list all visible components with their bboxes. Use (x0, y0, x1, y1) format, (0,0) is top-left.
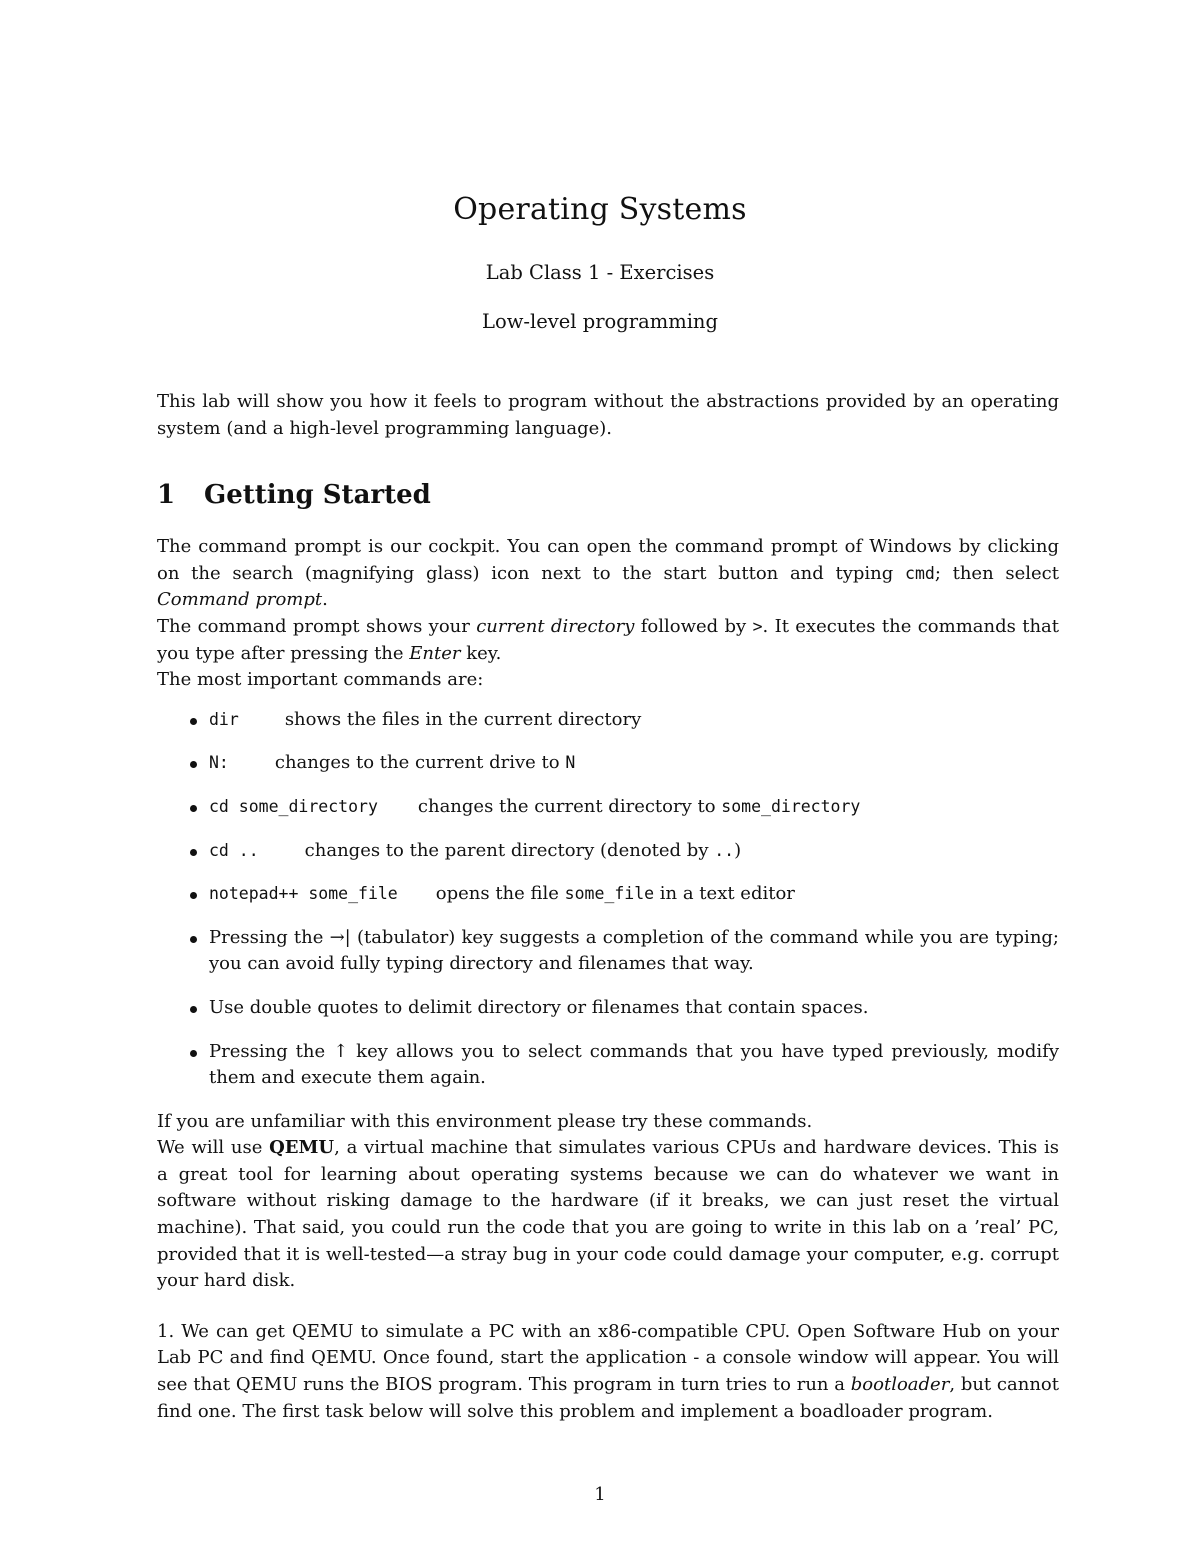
inline-code: cmd (905, 563, 935, 583)
command-code: cd some_directory (209, 796, 378, 816)
list-item: Pressing the →| (tabulator) key suggests a completion of the command while you are typing; you can avoid fully typing directory and filenames that way. (157, 925, 1059, 978)
text-run: ; then select (934, 562, 1059, 584)
text-run: We will use (157, 1137, 270, 1159)
commands-intro: The most important commands are: (157, 669, 484, 691)
command-description: changes the current directory to (417, 795, 722, 817)
emphasis: Enter (409, 642, 461, 664)
text-run: key. (460, 642, 502, 664)
text-run: 1. We can get QEMU to simulate a PC with an x86-compatible CPU. Open Software Hub on your Lab PC and find QEMU. Once found, start the application - a console window will appear. You will see that QEMU runs the BIOS program. This program in turn tries to run a (157, 1320, 1059, 1396)
bold-term: QEMU (269, 1137, 335, 1159)
list-item: Pressing the ↑ key allows you to select commands that you have typed previously, modify them and execute them again. (157, 1039, 1059, 1092)
list-item: Use double quotes to delimit directory or filenames that contain spaces. (157, 995, 1059, 1022)
list-item (157, 838, 1059, 865)
intro-paragraph: This lab will show you how it feels to program without the abstractions provided by an operating system (and a high-level programming language). (157, 391, 1059, 439)
command-list (157, 707, 1059, 1092)
command-code: notepad++ some_file (209, 884, 398, 904)
list-item (157, 881, 1059, 908)
section-number: 1 (157, 480, 176, 511)
text-run: , a virtual machine that simulates various CPUs and hardware devices. This is a great tool for learning about operating systems because we can do whatever we want in software without risking damage to the hardware (if it breaks, we can just reset the virtual machine). That said, you could run the code that you are going to write in this lab on a ’real’ PC, provided that it is well-tested—a stray bug in your code could damage your computer, e.g. corrupt your hard disk. (157, 1137, 1059, 1292)
command-description: changes to the parent directory (denoted by (304, 839, 715, 861)
command-description: opens the file (435, 883, 565, 905)
list-item (157, 707, 1059, 734)
inline-code: .. (714, 840, 735, 860)
emphasis: current directory (476, 615, 635, 637)
text-run: . It executes the commands that you type after pressing the (157, 615, 1060, 664)
command-code: N: (209, 753, 229, 773)
list-item (157, 750, 1059, 777)
command-code: cd .. (209, 840, 259, 860)
text-run: The command prompt is our cockpit. You can open the command prompt of Windows by clicking on the search (magnifying glass) icon next to the start button and typing (157, 536, 1059, 584)
inline-code: > (752, 616, 763, 636)
document-topic: Low-level programming (482, 310, 718, 333)
command-description: shows the files in the current directory (284, 708, 642, 730)
command-description: changes to the current drive to (274, 752, 566, 774)
emphasis: bootloader (850, 1374, 950, 1396)
text-run: The command prompt shows your (157, 615, 477, 637)
page-number: 1 (594, 1484, 606, 1505)
text-run: . (322, 589, 328, 611)
document-body (157, 389, 1059, 1425)
inline-code: some_directory (721, 796, 861, 816)
prompt-paragraph (157, 614, 1059, 667)
inline-code: N (565, 753, 576, 773)
unfamiliar-paragraph: If you are unfamiliar with this environment please try these commands. (157, 1110, 813, 1132)
emphasis: Command prompt (157, 589, 323, 611)
text-run: ) (734, 839, 742, 861)
text-run: , but cannot find one. The first task below will solve this problem and implement a boadloader program. (157, 1374, 1059, 1422)
command-code: dir (209, 709, 239, 729)
document-title: Operating Systems (453, 192, 747, 227)
inline-code: some_file (564, 884, 655, 904)
text-run: followed by (634, 615, 753, 637)
cockpit-paragraph (157, 534, 1059, 614)
section-heading (157, 478, 1059, 512)
document-subtitle: Lab Class 1 - Exercises (485, 261, 715, 284)
section-title: Getting Started (204, 480, 431, 511)
list-item (157, 794, 1059, 821)
task-paragraph (157, 1319, 1059, 1425)
text-run: in a text editor (654, 883, 795, 905)
qemu-paragraph (157, 1135, 1059, 1295)
